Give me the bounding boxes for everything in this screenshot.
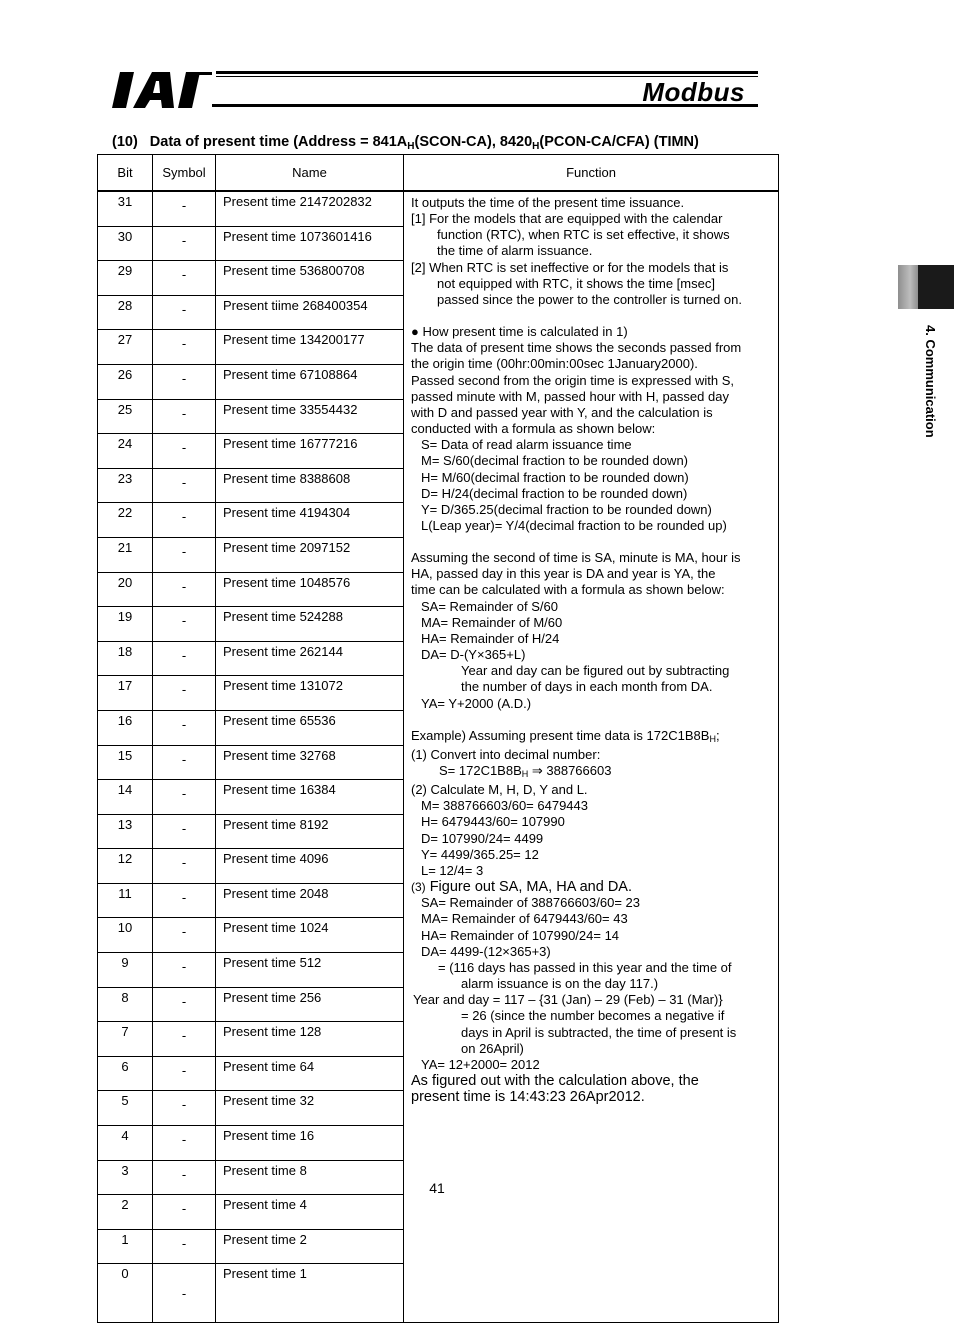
bit-cell: 26 <box>98 364 153 399</box>
bit-cell: 21 <box>98 537 153 572</box>
symbol-cell: - <box>153 745 216 780</box>
bit-cell: 29 <box>98 261 153 296</box>
subscript: H <box>709 733 716 744</box>
example-text: S= 172C1B8B <box>439 763 522 778</box>
function-line: alarm issuance is on the day 117.) <box>461 976 659 992</box>
function-line: SA= Remainder of 388766603/60= 23 <box>421 895 641 911</box>
function-line: Assuming the second of time is SA, minute is MA, hour is <box>411 550 741 566</box>
bit-cell: 27 <box>98 330 153 365</box>
step-number: (3) <box>411 880 426 895</box>
section-title <box>112 134 699 152</box>
name-cell: Present time 16777216 <box>216 434 404 469</box>
subscript: H <box>521 769 529 779</box>
bit-cell: 1 <box>98 1229 153 1264</box>
name-cell: Present time 524288 <box>216 607 404 642</box>
function-line: YA= Y+2000 (A.D.) <box>421 695 532 711</box>
symbol-cell: - <box>153 1091 216 1126</box>
name-cell: Present time 2 <box>216 1229 404 1264</box>
symbol-cell: - <box>153 226 216 261</box>
chapter-label: 4. Communication <box>923 325 938 438</box>
bit-cell: 2 <box>98 1195 153 1230</box>
name-cell: Present time 4194304 <box>216 503 404 538</box>
symbol-cell: - <box>153 780 216 815</box>
symbol-cell: - <box>153 330 216 365</box>
symbol-cell: - <box>153 1264 216 1323</box>
name-cell: Present time 16 <box>216 1126 404 1161</box>
symbol-cell: - <box>153 953 216 988</box>
name-cell: Present time 2147202832 <box>216 191 404 226</box>
symbol-cell: - <box>153 468 216 503</box>
symbol-cell: - <box>153 1022 216 1057</box>
name-cell: Present time 8192 <box>216 814 404 849</box>
function-line: Y= D/365.25(decimal fraction to be rounded down) <box>421 501 712 517</box>
function-line: As figured out with the calculation above, the <box>411 1072 699 1089</box>
name-cell: Present time 1024 <box>216 918 404 953</box>
name-cell: Present time 1048576 <box>216 572 404 607</box>
symbol-cell: - <box>153 814 216 849</box>
function-line: H= M/60(decimal fraction to be rounded down) <box>421 469 689 485</box>
symbol-cell: - <box>153 710 216 745</box>
name-cell: Present time 67108864 <box>216 364 404 399</box>
function-line <box>411 879 772 895</box>
section-title-part3: (PCON-CA/CFA) (TIMN) <box>539 134 699 150</box>
function-line: Year and day = 117 – {31 (Jan) – 29 (Feb) – 31 (Mar)} <box>413 992 723 1008</box>
symbol-cell: - <box>153 607 216 642</box>
name-cell: Present time 1 <box>216 1264 404 1323</box>
function-line: not equipped with RTC, it shows the time [msec] <box>437 275 715 291</box>
bit-cell: 22 <box>98 503 153 538</box>
page-number: 41 <box>429 1180 445 1196</box>
name-cell: Present time 16384 <box>216 780 404 815</box>
function-line: DA= 4499-(12×365+3) <box>421 943 551 959</box>
bit-cell: 11 <box>98 883 153 918</box>
function-line: It outputs the time of the present time issuance. <box>411 195 685 210</box>
function-line: time can be calculated with a formula as shown below: <box>411 582 725 598</box>
function-line: SA= Remainder of S/60 <box>421 598 558 614</box>
name-cell: Present time 2048 <box>216 883 404 918</box>
function-line: function (RTC), when RTC is set effective, it shows <box>437 227 730 243</box>
symbol-cell: - <box>153 503 216 538</box>
header-rule <box>216 71 758 74</box>
function-line: MA= Remainder of M/60 <box>421 614 563 630</box>
symbol-cell: - <box>153 641 216 676</box>
name-cell: Present time 512 <box>216 953 404 988</box>
symbol-cell: - <box>153 849 216 884</box>
symbol-cell: - <box>153 1160 216 1195</box>
bit-cell: 4 <box>98 1126 153 1161</box>
name-cell: Present time 33554432 <box>216 399 404 434</box>
function-line: on 26April) <box>461 1040 524 1056</box>
function-line: M= S/60(decimal fraction to be rounded down) <box>421 453 689 469</box>
bit-cell: 16 <box>98 710 153 745</box>
function-line: with D and passed year with Y, and the calculation is <box>411 404 713 420</box>
function-line <box>411 763 772 782</box>
function-line: Passed second from the origin time is expressed with S, <box>411 372 734 388</box>
function-line: = (116 days has passed in this year and the time of <box>438 959 732 975</box>
present-time-table <box>97 154 779 1323</box>
bit-cell: 0 <box>98 1264 153 1323</box>
function-line: (2) Calculate M, H, D, Y and L. <box>411 782 588 798</box>
name-cell: Present time 32 <box>216 1091 404 1126</box>
function-line: D= H/24(decimal fraction to be rounded down) <box>421 485 688 501</box>
bit-cell: 10 <box>98 918 153 953</box>
header-title: Modbus <box>642 77 745 107</box>
col-header-name: Name <box>216 155 404 192</box>
table-header-row <box>98 155 779 192</box>
name-cell: Present time 4096 <box>216 849 404 884</box>
function-line: H= 6479443/60= 107990 <box>421 814 565 830</box>
function-line: (1) Convert into decimal number: <box>411 746 601 762</box>
bit-cell: 15 <box>98 745 153 780</box>
col-header-symbol: Symbol <box>153 155 216 192</box>
function-line: conducted with a formula as shown below: <box>411 421 656 437</box>
function-line: the number of days in each month from DA. <box>461 679 713 695</box>
function-line: DA= D-(Y×365+L) <box>421 647 526 663</box>
function-line: ● How present time is calculated in 1) <box>411 324 628 340</box>
subscript: H <box>407 141 415 152</box>
name-cell: Present time 1073601416 <box>216 226 404 261</box>
bit-cell: 28 <box>98 295 153 330</box>
function-line: Y= 4499/365.25= 12 <box>421 846 539 862</box>
chapter-tab <box>918 265 954 309</box>
function-line: [1] For the models that are equipped with the calendar <box>411 211 723 227</box>
subscript: H <box>532 141 540 152</box>
example-text: ; <box>715 727 720 743</box>
name-cell: Present tiime 268400354 <box>216 295 404 330</box>
symbol-cell: - <box>153 883 216 918</box>
function-line: M= 388766603/60= 6479443 <box>421 798 588 814</box>
iai-logo <box>112 70 212 110</box>
col-header-bit: Bit <box>98 155 153 192</box>
function-line <box>411 728 772 747</box>
name-cell: Present time 536800708 <box>216 261 404 296</box>
bit-cell: 12 <box>98 849 153 884</box>
name-cell: Present time 134200177 <box>216 330 404 365</box>
symbol-cell: - <box>153 1195 216 1230</box>
function-line: Year and day can be figured out by subtracting <box>461 663 730 679</box>
bit-cell: 7 <box>98 1022 153 1057</box>
symbol-cell: - <box>153 191 216 226</box>
bit-cell: 5 <box>98 1091 153 1126</box>
bit-cell: 3 <box>98 1160 153 1195</box>
function-line: MA= Remainder of 6479443/60= 43 <box>421 911 628 927</box>
bit-cell: 30 <box>98 226 153 261</box>
bit-cell: 20 <box>98 572 153 607</box>
bit-cell: 25 <box>98 399 153 434</box>
name-cell: Present time 32768 <box>216 745 404 780</box>
function-line: YA= 12+2000= 2012 <box>421 1056 540 1072</box>
bit-cell: 6 <box>98 1056 153 1091</box>
bit-cell: 24 <box>98 434 153 469</box>
name-cell: Present time 65536 <box>216 710 404 745</box>
symbol-cell: - <box>153 1229 216 1264</box>
name-cell: Present time 8 <box>216 1160 404 1195</box>
function-line: The data of present time shows the seconds passed from <box>411 340 742 356</box>
symbol-cell: - <box>153 1126 216 1161</box>
symbol-cell: - <box>153 918 216 953</box>
symbol-cell: - <box>153 1056 216 1091</box>
table-row <box>98 191 779 226</box>
symbol-cell: - <box>153 572 216 607</box>
function-line: = 26 (since the number becomes a negative if <box>461 1008 725 1024</box>
symbol-cell: - <box>153 676 216 711</box>
chapter-tab-shade <box>898 265 918 309</box>
symbol-cell: - <box>153 295 216 330</box>
function-line: present time is 14:43:23 26Apr2012. <box>411 1089 645 1106</box>
bit-cell: 23 <box>98 468 153 503</box>
function-line: passed minute with M, passed hour with H, passed day <box>411 388 729 404</box>
step-text: Figure out SA, MA, HA and DA. <box>425 879 632 896</box>
function-line: days in April is subtracted, the time of present is <box>461 1024 737 1040</box>
bit-cell: 19 <box>98 607 153 642</box>
section-title-part1: Data of present time (Address = 841A <box>149 134 408 150</box>
bit-cell: 17 <box>98 676 153 711</box>
function-line: HA= Remainder of 107990/24= 14 <box>421 927 620 943</box>
function-cell <box>404 191 779 1323</box>
bit-cell: 31 <box>98 191 153 226</box>
symbol-cell: - <box>153 261 216 296</box>
bit-cell: 9 <box>98 953 153 988</box>
function-line: HA= Remainder of H/24 <box>421 630 560 646</box>
name-cell: Present time 131072 <box>216 676 404 711</box>
function-line: L(Leap year)= Y/4(decimal fraction to be rounded up) <box>421 517 727 533</box>
bit-cell: 8 <box>98 987 153 1022</box>
bit-cell: 13 <box>98 814 153 849</box>
function-line: HA, passed day in this year is DA and year is YA, the <box>411 566 716 582</box>
section-number: (10) <box>112 134 138 150</box>
symbol-cell: - <box>153 537 216 572</box>
section-title-part2: (SCON-CA), 8420 <box>414 134 533 150</box>
example-text: ⇒ 388766603 <box>528 763 612 778</box>
name-cell: Present time 4 <box>216 1195 404 1230</box>
name-cell: Present time 256 <box>216 987 404 1022</box>
example-text: Example) Assuming present time data is 172C1B8B <box>411 727 710 743</box>
name-cell: Present time 262144 <box>216 641 404 676</box>
symbol-cell: - <box>153 364 216 399</box>
symbol-cell: - <box>153 399 216 434</box>
symbol-cell: - <box>153 434 216 469</box>
symbol-cell: - <box>153 987 216 1022</box>
name-cell: Present time 8388608 <box>216 468 404 503</box>
name-cell: Present time 128 <box>216 1022 404 1057</box>
function-line: the origin time (00hr:00min:00sec 1January2000). <box>411 356 698 372</box>
function-line: D= 107990/24= 4499 <box>421 830 544 846</box>
function-line: passed since the power to the controller is turned on. <box>437 291 742 307</box>
function-line: [2] When RTC is set ineffective or for the models that is <box>411 259 729 275</box>
function-line: S= Data of read alarm issuance time <box>421 437 632 453</box>
bit-cell: 14 <box>98 780 153 815</box>
col-header-function: Function <box>404 155 779 192</box>
function-line: the time of alarm issuance. <box>437 243 593 259</box>
name-cell: Present time 64 <box>216 1056 404 1091</box>
bit-cell: 18 <box>98 641 153 676</box>
function-line: L= 12/4= 3 <box>421 862 484 878</box>
name-cell: Present time 2097152 <box>216 537 404 572</box>
